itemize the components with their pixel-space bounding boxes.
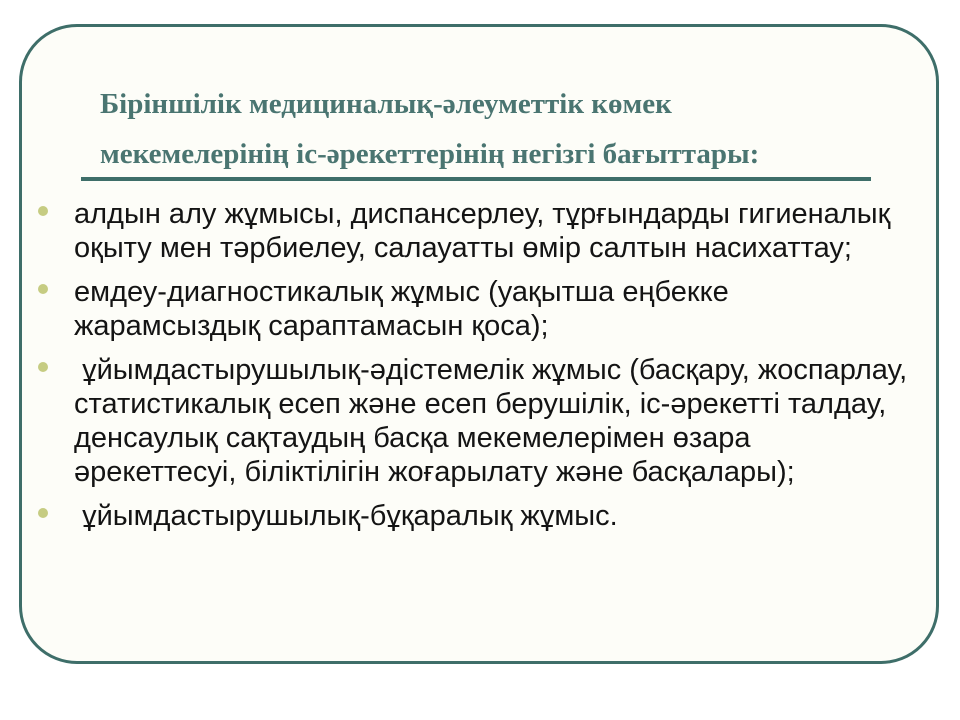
slide-title-line-2: мекемелерінің іс-әрекеттерінің негізгі бағыттары:: [100, 138, 760, 170]
bullet-text-1: алдын алу жұмысы, диспансерлеу, тұрғындарды гигиеналық оқыту мен тәрбиелеу, салауатты өмір салтын насихаттау;: [74, 198, 891, 264]
bullet-marker-icon: [38, 508, 48, 518]
bullet-marker-icon: [38, 284, 48, 294]
bullet-text-4: ұйымдастырушылық-бұқаралық жұмыс.: [74, 500, 618, 532]
slide-title-line-1: Біріншілік медициналық-әлеуметтік көмек: [100, 88, 672, 120]
bullet-item-3: [36, 353, 916, 489]
bullet-text-3: ұйымдастырушылық-әдістемелік жұмыс (басқару, жоспарлау, статистикалық есеп және есеп берушілік, іс-әрекетті талдау, денсаулық сақтаудың басқа мекемелерімен өзара әрекеттесуі, біліктілігін жоғарылату және басқалары);: [74, 354, 916, 488]
bullet-text-2: емдеу-диагностикалық жұмыс (уақытша еңбекке жарамсыздық сараптамасын қоса);: [74, 276, 729, 342]
title-divider: [81, 177, 871, 181]
bullet-item-1: [36, 197, 916, 265]
slide-title: [100, 79, 900, 179]
bullet-item-2: [36, 275, 916, 343]
bullet-item-4: [36, 499, 916, 533]
bullet-list: [36, 197, 916, 543]
bullet-marker-icon: [38, 206, 48, 216]
bullet-marker-icon: [38, 362, 48, 372]
